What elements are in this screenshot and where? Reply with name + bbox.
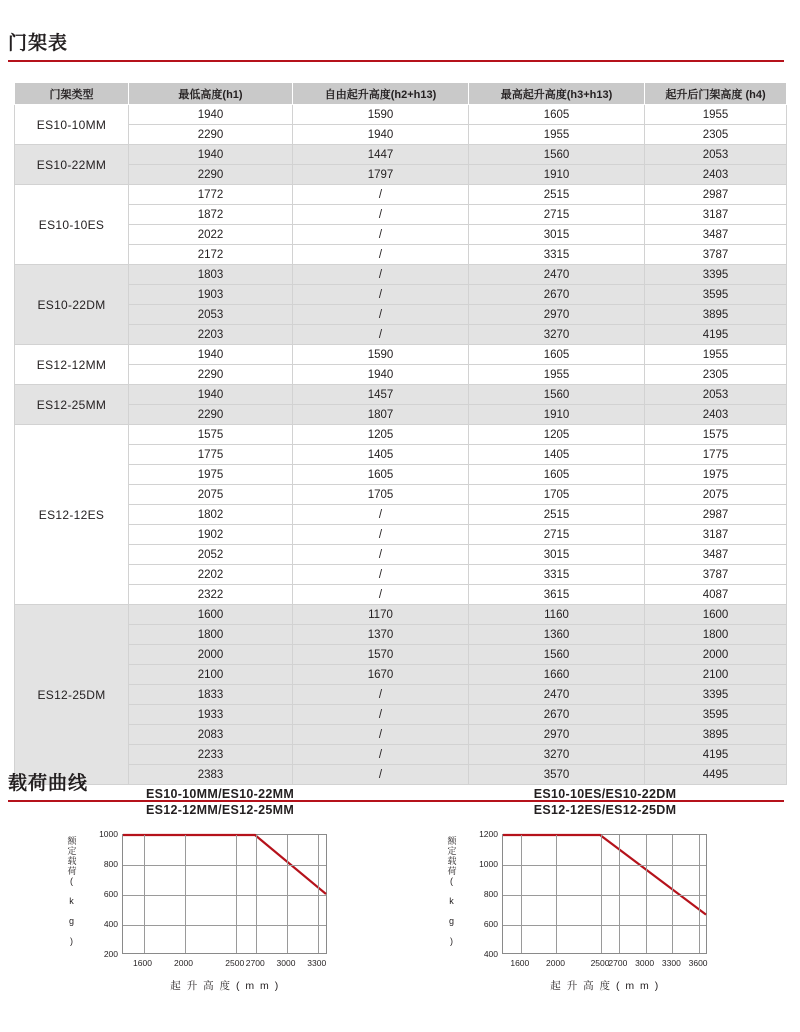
chart-y-axis-title	[60, 836, 82, 946]
chart-y-tick: 600	[483, 919, 498, 929]
table-cell: 2305	[645, 125, 787, 145]
table-cell: 1205	[293, 425, 469, 445]
table-cell: /	[293, 585, 469, 605]
table-cell: 1205	[469, 425, 645, 445]
table-cell: 2202	[129, 565, 293, 585]
chart-gridline-vertical	[287, 835, 288, 953]
table-cell: 2083	[129, 725, 293, 745]
table-row	[15, 245, 787, 265]
chart-gridline-vertical	[318, 835, 319, 953]
chart-gridline-vertical	[521, 835, 522, 953]
chart-gridline-vertical	[619, 835, 620, 953]
table-cell: 3270	[469, 745, 645, 765]
table-cell: 1940	[293, 365, 469, 385]
table-cell: /	[293, 685, 469, 705]
table-cell: 2233	[129, 745, 293, 765]
chart-x-tick: 2500	[225, 958, 245, 968]
chart-plot-area	[60, 828, 380, 992]
table-cell: 1955	[469, 125, 645, 145]
table-cell: 1705	[293, 485, 469, 505]
table-row	[15, 125, 787, 145]
chart-y-tick: 800	[483, 889, 498, 899]
table-row	[15, 305, 787, 325]
table-cell: 2052	[129, 545, 293, 565]
chart-x-axis-title: 起 升 高 度 ( m m )	[170, 980, 280, 992]
chart-x-tick: 3300	[307, 958, 327, 968]
table-cell: 2403	[645, 405, 787, 425]
chart-gridline-vertical	[236, 835, 237, 953]
chart-curve-svg	[503, 835, 706, 953]
table-cell-model: ES12-12MM	[15, 345, 129, 385]
table-cell: 1803	[129, 265, 293, 285]
chart-x-tick: 2500	[590, 958, 610, 968]
chart-x-tick: 3000	[635, 958, 655, 968]
table-cell: 1600	[129, 605, 293, 625]
chart-x-tick: 3600	[688, 958, 708, 968]
table-cell: 1370	[293, 625, 469, 645]
table-cell: 2715	[469, 525, 645, 545]
table-row	[15, 425, 787, 445]
table-cell: 1405	[469, 445, 645, 465]
chart-x-tick-labels	[502, 958, 707, 972]
page-title: 门架表	[8, 33, 69, 54]
table-cell: 3570	[469, 765, 645, 785]
load-curve-chart-right	[440, 786, 770, 992]
table-cell-model: ES12-25DM	[15, 605, 129, 785]
table-cell: 3395	[645, 265, 787, 285]
table-cell: 1800	[645, 625, 787, 645]
table-cell: 4087	[645, 585, 787, 605]
chart-title-line-1: ES10-10ES/ES10-22DM	[533, 787, 677, 801]
chart-gridline-horizontal	[123, 895, 326, 896]
chart-gridline-horizontal	[503, 895, 706, 896]
table-cell: 1933	[129, 705, 293, 725]
chart-y-tick-labels	[462, 828, 498, 960]
table-row	[15, 385, 787, 405]
table-cell: /	[293, 205, 469, 225]
table-cell: /	[293, 265, 469, 285]
table-cell: 3395	[645, 685, 787, 705]
table-cell: 2403	[645, 165, 787, 185]
table-cell: 1872	[129, 205, 293, 225]
table-cell: 1590	[293, 105, 469, 125]
table-cell: 1975	[645, 465, 787, 485]
table-cell: 1833	[129, 685, 293, 705]
chart-title-line-1: ES10-10MM/ES10-22MM	[145, 787, 295, 801]
column-header-max-lift: 最高起升高度(h3+h13)	[469, 83, 645, 105]
table-cell: 1605	[469, 345, 645, 365]
table-cell: /	[293, 225, 469, 245]
table-row	[15, 645, 787, 665]
table-cell-model: ES10-10ES	[15, 185, 129, 265]
table-row	[15, 465, 787, 485]
table-cell: /	[293, 185, 469, 205]
chart-y-axis-label: 额定载荷	[446, 836, 457, 876]
table-cell: 2322	[129, 585, 293, 605]
chart-y-axis-label: 额定载荷	[66, 836, 77, 876]
table-cell: 2515	[469, 185, 645, 205]
chart-x-axis-title: 起 升 高 度 ( m m )	[550, 980, 660, 992]
table-cell: 2290	[129, 365, 293, 385]
chart-title	[60, 786, 380, 818]
table-row	[15, 485, 787, 505]
chart-y-tick-labels	[82, 828, 118, 960]
table-cell: 1775	[129, 445, 293, 465]
table-cell: /	[293, 725, 469, 745]
chart-x-tick: 1600	[133, 958, 152, 968]
table-cell: 2203	[129, 325, 293, 345]
table-cell: 3615	[469, 585, 645, 605]
table-cell: 1170	[293, 605, 469, 625]
table-cell: 3595	[645, 285, 787, 305]
table-row	[15, 145, 787, 165]
chart-series-line	[503, 835, 706, 915]
table-cell: 1910	[469, 165, 645, 185]
table-row	[15, 685, 787, 705]
table-cell: 2715	[469, 205, 645, 225]
table-cell: 4495	[645, 765, 787, 785]
table-cell-model: ES10-22DM	[15, 265, 129, 345]
table-cell: 2075	[129, 485, 293, 505]
load-curve-chart-left	[60, 786, 380, 992]
table-cell: 1600	[645, 605, 787, 625]
chart-y-tick: 1000	[99, 829, 118, 839]
table-cell: 4195	[645, 325, 787, 345]
table-cell: 1575	[129, 425, 293, 445]
chart-y-tick: 1200	[479, 829, 498, 839]
table-row	[15, 205, 787, 225]
table-cell: 1975	[129, 465, 293, 485]
chart-gridline-vertical	[556, 835, 557, 953]
table-cell: /	[293, 565, 469, 585]
table-row	[15, 265, 787, 285]
table-cell: 1775	[645, 445, 787, 465]
table-cell: 3787	[645, 565, 787, 585]
chart-x-tick: 3000	[276, 958, 296, 968]
table-cell: 1902	[129, 525, 293, 545]
table-cell: 4195	[645, 745, 787, 765]
column-header-free-lift: 自由起升高度(h2+h13)	[293, 83, 469, 105]
table-cell: 1940	[293, 125, 469, 145]
chart-title-line-2: ES12-12ES/ES12-25DM	[533, 803, 677, 817]
table-cell: 1590	[293, 345, 469, 365]
table-cell: 2053	[645, 145, 787, 165]
table-cell: 2075	[645, 485, 787, 505]
table-cell: 1670	[293, 665, 469, 685]
column-header-min-height: 最低高度(h1)	[129, 83, 293, 105]
table-cell: /	[293, 505, 469, 525]
table-cell: 2290	[129, 165, 293, 185]
table-cell: 2000	[129, 645, 293, 665]
table-cell: 1910	[469, 405, 645, 425]
table-cell: 3015	[469, 545, 645, 565]
chart-gridline-vertical	[185, 835, 186, 953]
table-row	[15, 105, 787, 125]
table-cell: /	[293, 745, 469, 765]
table-row	[15, 745, 787, 765]
table-cell: 3487	[645, 225, 787, 245]
chart-title	[440, 786, 770, 818]
table-row	[15, 565, 787, 585]
table-cell: /	[293, 285, 469, 305]
table-cell: 3787	[645, 245, 787, 265]
table-cell: 1405	[293, 445, 469, 465]
table-cell: 2670	[469, 705, 645, 725]
table-cell: 2000	[645, 645, 787, 665]
table-cell: 1605	[469, 465, 645, 485]
table-cell: 3187	[645, 525, 787, 545]
table-row	[15, 585, 787, 605]
mast-table-container	[14, 82, 786, 785]
table-cell: 3895	[645, 725, 787, 745]
table-row	[15, 705, 787, 725]
table-cell: 3315	[469, 565, 645, 585]
table-cell: 1360	[469, 625, 645, 645]
chart-curve-svg	[123, 835, 326, 953]
chart-y-axis-unit: ( k g )	[66, 876, 77, 946]
chart-x-tick: 2000	[174, 958, 193, 968]
table-cell: 1955	[645, 345, 787, 365]
chart-x-tick: 2700	[608, 958, 628, 968]
table-body	[15, 105, 787, 785]
table-cell: /	[293, 525, 469, 545]
table-cell: 1955	[469, 365, 645, 385]
table-cell: 2022	[129, 225, 293, 245]
table-cell: 1955	[645, 105, 787, 125]
table-row	[15, 165, 787, 185]
table-cell: 1605	[469, 105, 645, 125]
table-row	[15, 725, 787, 745]
table-row	[15, 325, 787, 345]
table-cell-model: ES12-25MM	[15, 385, 129, 425]
table-cell: 1560	[469, 145, 645, 165]
table-cell: 1940	[129, 105, 293, 125]
chart-plot-area	[440, 828, 770, 992]
table-cell: 1575	[645, 425, 787, 445]
table-cell: 2100	[645, 665, 787, 685]
table-row	[15, 225, 787, 245]
table-cell: 2470	[469, 265, 645, 285]
chart-gridline-horizontal	[503, 865, 706, 866]
chart-y-tick: 400	[483, 949, 498, 959]
table-cell: 1903	[129, 285, 293, 305]
chart-gridline-vertical	[672, 835, 673, 953]
table-row	[15, 505, 787, 525]
chart-gridline-horizontal	[123, 925, 326, 926]
chart-gridline-horizontal	[123, 865, 326, 866]
table-cell: 2100	[129, 665, 293, 685]
table-cell: 1940	[129, 145, 293, 165]
table-row	[15, 345, 787, 365]
table-cell: 1570	[293, 645, 469, 665]
chart-y-tick: 400	[103, 919, 118, 929]
chart-title-line-2: ES12-12MM/ES12-25MM	[145, 803, 295, 817]
mast-table-section-header	[0, 28, 784, 62]
chart-y-tick: 200	[103, 949, 118, 959]
table-cell: 1457	[293, 385, 469, 405]
table-row	[15, 405, 787, 425]
table-cell: 1940	[129, 385, 293, 405]
table-cell: 2305	[645, 365, 787, 385]
chart-x-tick: 3300	[661, 958, 681, 968]
column-header-extended-mast: 起升后门架高度 (h4)	[645, 83, 787, 105]
chart-x-tick: 2700	[245, 958, 265, 968]
table-cell: 1560	[469, 645, 645, 665]
chart-y-tick: 800	[103, 859, 118, 869]
chart-gridline-vertical	[646, 835, 647, 953]
table-cell: 1802	[129, 505, 293, 525]
table-cell-model: ES10-22MM	[15, 145, 129, 185]
table-row	[15, 365, 787, 385]
table-cell: 1605	[293, 465, 469, 485]
table-cell: 2053	[129, 305, 293, 325]
table-cell: 2970	[469, 725, 645, 745]
table-cell: 1772	[129, 185, 293, 205]
table-cell: 3895	[645, 305, 787, 325]
table-cell: 3595	[645, 705, 787, 725]
chart-grid	[122, 834, 327, 954]
mast-table	[14, 82, 787, 785]
table-cell: 1660	[469, 665, 645, 685]
table-cell: /	[293, 305, 469, 325]
chart-gridline-vertical	[256, 835, 257, 953]
chart-y-axis-unit: ( k g )	[446, 876, 457, 946]
table-cell: 2172	[129, 245, 293, 265]
table-row	[15, 185, 787, 205]
table-cell-model: ES10-10MM	[15, 105, 129, 145]
table-cell: 1797	[293, 165, 469, 185]
load-curve-title: 载荷曲线	[8, 773, 89, 794]
table-cell: 1160	[469, 605, 645, 625]
table-cell: 1447	[293, 145, 469, 165]
table-row	[15, 445, 787, 465]
chart-gridline-horizontal	[503, 925, 706, 926]
table-header-row	[15, 83, 787, 105]
table-cell: 3270	[469, 325, 645, 345]
chart-x-tick: 1600	[510, 958, 530, 968]
chart-x-tick: 2000	[546, 958, 565, 968]
column-header-model: 门架类型	[15, 83, 129, 105]
table-cell: 1940	[129, 345, 293, 365]
table-cell: /	[293, 765, 469, 785]
table-cell: 2053	[645, 385, 787, 405]
chart-gridline-vertical	[601, 835, 602, 953]
table-cell: 2290	[129, 405, 293, 425]
table-cell: 2970	[469, 305, 645, 325]
table-cell: 3315	[469, 245, 645, 265]
table-cell: 3187	[645, 205, 787, 225]
table-row	[15, 625, 787, 645]
table-cell: /	[293, 545, 469, 565]
table-row	[15, 665, 787, 685]
table-cell: 1800	[129, 625, 293, 645]
table-cell-model: ES12-12ES	[15, 425, 129, 605]
table-cell: 2383	[129, 765, 293, 785]
table-row	[15, 525, 787, 545]
table-cell: 2987	[645, 185, 787, 205]
table-cell: /	[293, 245, 469, 265]
table-cell: 2670	[469, 285, 645, 305]
table-row	[15, 285, 787, 305]
table-cell: 2987	[645, 505, 787, 525]
table-row	[15, 605, 787, 625]
chart-grid	[502, 834, 707, 954]
table-cell: 3487	[645, 545, 787, 565]
chart-y-tick: 600	[103, 889, 118, 899]
table-cell: 2470	[469, 685, 645, 705]
table-row	[15, 545, 787, 565]
chart-gridline-vertical	[699, 835, 700, 953]
title-underline	[8, 60, 784, 62]
table-cell: 2290	[129, 125, 293, 145]
table-cell: /	[293, 325, 469, 345]
table-cell: 2515	[469, 505, 645, 525]
table-cell: 3015	[469, 225, 645, 245]
table-header	[15, 83, 787, 105]
table-cell: /	[293, 705, 469, 725]
table-cell: 1705	[469, 485, 645, 505]
chart-x-tick-labels	[122, 958, 327, 972]
table-cell: 1560	[469, 385, 645, 405]
table-cell: 1807	[293, 405, 469, 425]
chart-y-tick: 1000	[479, 859, 498, 869]
chart-y-axis-title	[440, 836, 462, 946]
chart-gridline-vertical	[144, 835, 145, 953]
